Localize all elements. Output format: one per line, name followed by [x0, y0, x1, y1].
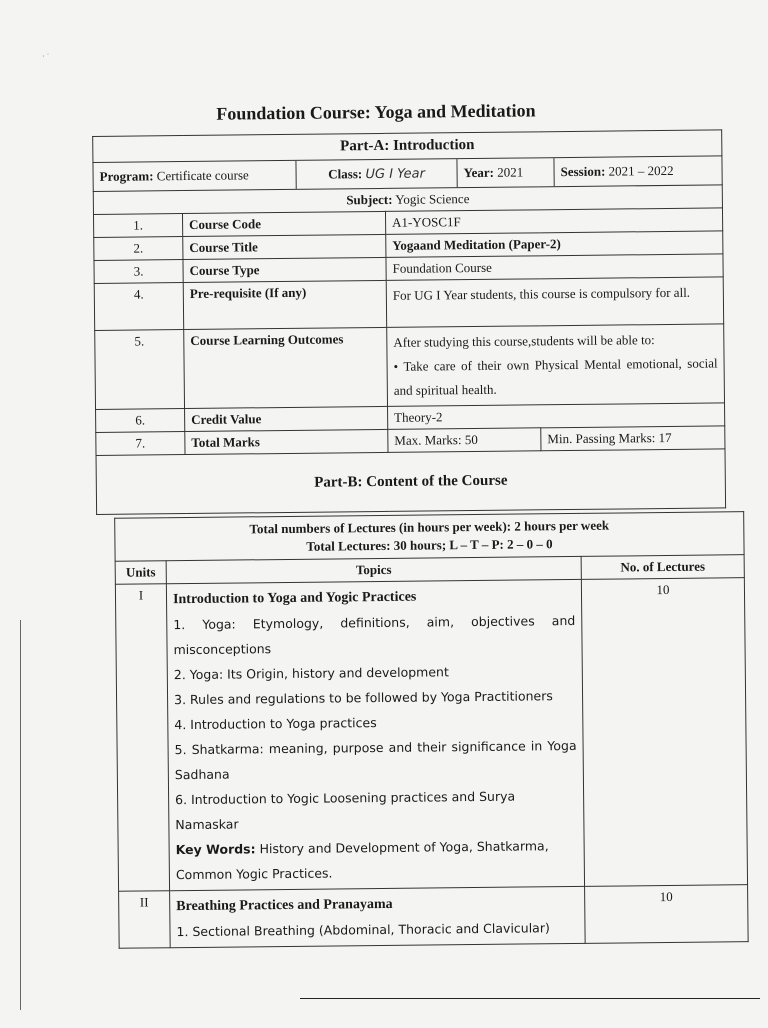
class-cell — [296, 159, 457, 189]
unit-heading: Breathing Practices and Pranayama — [176, 896, 393, 915]
lectures-summary — [115, 512, 744, 562]
row-number: 5. — [95, 330, 185, 410]
row-value: Yogaand Meditation (Paper-2) — [386, 231, 723, 258]
session-value: 2021 – 2022 — [608, 162, 674, 179]
program-cell — [93, 161, 296, 191]
row-number: 6. — [96, 409, 185, 433]
row-number: 3. — [94, 260, 183, 284]
topic-item: 1. Sectional Breathing (Abdominal, Thoracic and Clavicular) — [176, 920, 550, 940]
topic-item: 6. Introduction to Yogic Loosening practices and Surya Namaskar — [175, 788, 516, 833]
subject-label: Subject: — [346, 191, 393, 208]
row-number: 1. — [93, 214, 182, 238]
year-value: 2021 — [497, 164, 524, 180]
unit-row — [119, 885, 749, 949]
row-value: For UG I Year students, this course is compulsory for all. — [386, 277, 723, 328]
lectures-line-2: Total Lectures: 30 hours; L – T – P: 2 – 0 – 0 — [306, 536, 553, 554]
topics-header: Topics — [166, 556, 581, 583]
unit-topics — [170, 886, 586, 947]
part-a-heading: Part-A: Introduction — [93, 130, 722, 163]
session-label: Session: — [560, 163, 606, 180]
prerequisite-row — [94, 277, 723, 331]
min-marks: Min. Passing Marks: 17 — [541, 426, 725, 451]
class-label: Class: — [328, 166, 363, 182]
topic-item: 2. Yoga: Its Origin, history and development — [173, 664, 449, 683]
unit-topics — [166, 579, 584, 890]
learning-outcomes-row — [95, 324, 725, 410]
lectures-line-1: Total numbers of Lectures (in hours per week): 2 hours per week — [249, 517, 610, 537]
row-label: Course Type — [183, 257, 386, 282]
row-value: A1-YOSC1F — [385, 208, 722, 235]
key-words-label: Key Words: — [175, 841, 256, 858]
row-label: Course Title — [183, 234, 386, 259]
unit-row — [115, 578, 747, 892]
row-label: Course Code — [182, 211, 385, 236]
unit-number: I — [115, 584, 169, 892]
program-value: Certificate course — [156, 167, 249, 184]
unit-lectures: 10 — [581, 578, 747, 887]
topic-item: 1. Yoga: Etymology, definitions, aim, objectives and misconceptions — [173, 612, 576, 658]
lectures-header: No. of Lectures — [581, 555, 744, 580]
row-number: 2. — [94, 237, 183, 261]
row-label: Pre-requisite (If any) — [183, 280, 386, 329]
outcomes-bullet: • Take care of their own Physical Mental emotional, social and spiritual health. — [393, 355, 718, 398]
units-header: Units — [115, 561, 166, 585]
unit-number: II — [119, 891, 171, 949]
row-number: 7. — [96, 432, 185, 456]
part-a-table — [92, 129, 726, 515]
topic-item: 3. Rules and regulations to be followed by Yoga Practitioners — [174, 688, 553, 708]
row-label: Credit Value — [185, 406, 388, 431]
row-number: 4. — [94, 283, 183, 331]
unit-lectures: 10 — [585, 885, 749, 944]
year-cell — [457, 158, 554, 187]
part-b-heading: Part-B: Content of the Course — [96, 449, 726, 515]
scan-speck: · ˙ — [42, 52, 50, 61]
unit-heading: Introduction to Yoga and Yogic Practices — [172, 589, 417, 608]
outcomes-intro: After studying this course,students will be able to: — [393, 332, 655, 350]
row-label: Total Marks — [185, 429, 388, 454]
part-b-table — [114, 511, 748, 949]
program-label: Program: — [99, 168, 154, 184]
key-words-text: History and Development of Yoga, Shatkarma, Common Yogic Practices. — [175, 838, 549, 883]
row-label: Course Learning Outcomes — [184, 327, 388, 408]
row-value: Foundation Course — [386, 254, 723, 281]
session-cell — [554, 156, 722, 186]
class-value: UG I Year — [365, 166, 426, 183]
topic-item: 4. Introduction to Yoga practices — [174, 715, 377, 733]
key-words — [176, 833, 579, 887]
topic-item: 5. Shatkarma: meaning, purpose and their significance in Yoga Sadhana — [174, 737, 577, 783]
subject-value: Yogic Science — [395, 191, 470, 207]
row-value: Theory-2 — [388, 403, 725, 430]
document-title: Foundation Course: Yoga and Meditation — [216, 100, 536, 124]
row-value — [387, 324, 725, 407]
year-label: Year: — [463, 164, 494, 181]
max-marks: Max. Marks: 50 — [388, 428, 541, 453]
